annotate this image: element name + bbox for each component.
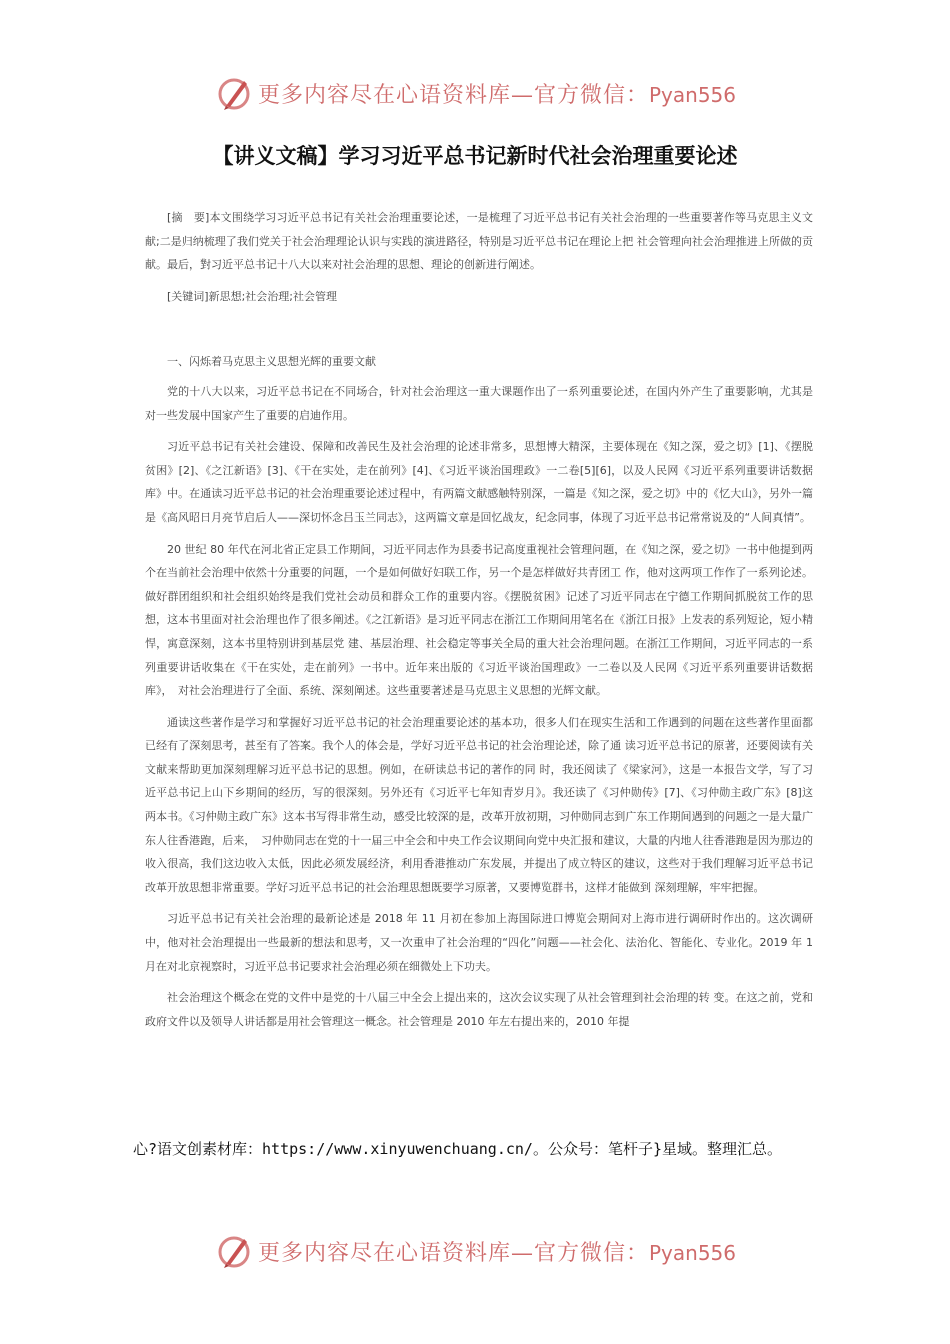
source-footer-note: 心?语文创素材库：https://www.xinyuwenchuang.cn/。公众号：笔杆子}星域。整理汇总。	[133, 1140, 782, 1158]
quill-pen-logo-icon	[214, 73, 254, 113]
document-body	[145, 206, 813, 1041]
body-paragraph: 习近平总书记有关社会治理的最新论述是 2018 年 11 月初在参加上海国际进口博览会期间对上海市进行调研时作出的。这次调研中，他对社会治理提出一些最新的想法和思考，又一次重申了社会治理的“四化”问题——社会化、法治化、智能化、专业化。2019 年 1 月在对北京视察时，习近平总书记要求社会治理必须在细微处上下功夫。	[145, 912, 813, 973]
body-paragraph: 社会治理这个概念在党的文件中是党的十八届三中全会上提出来的，这次会议实现了从社会管理到社会治理的转 变。在这之前，党和政府文件以及领导人讲话都是用社会管理这一概念。社会管理是 2010 年左右提出来的，2010 年提	[145, 991, 813, 1028]
body-paragraph: 党的十八大以来，习近平总书记在不同场合，针对社会治理这一重大课题作出了一系列重要论述，在国内外产生了重要影响，尤其是对一些发展中国家产生了重要的启迪作用。	[145, 384, 813, 422]
body-paragraph: 20 世纪 80 年代在河北省正定县工作期间，习近平同志作为县委书记高度重视社会管理问题，在《知之深，爱之切》一书中他提到两个在当前社会治理中依然十分重要的问题，一个是如何做好妇联工作，另一个是怎样做好共青团工 作，他对这两项工作作了一系列论述。做好群团组织和社会组织始终是我们党社会动员和群众工作的重要内容。《摆脱贫困》记述了习近平同志在宁德工作期间抓脱贫工作的思想，这本书里面对社会治理也作了很多阐述。《之江新语》是习近平同志在浙江工作期间用笔名在《浙江日报》上发表的系列短论，短小精悍，寓意深刻，这本书里特别讲到基层党 建、基层治理、社会稳定等事关全局的重大社会治理问题。在浙江工作期间，习近平同志的一系列重要讲话收集在《干在实处，走在前列》一书中。近年来出版的《习近平谈治国理政》一二卷以及人民网《习近平系列重要讲话数据库》， 对社会治理进行了全面、系统、深刻阐述。这些重要著述是马克思主义思想的光辉文献。	[145, 542, 813, 698]
abstract-paragraph: [摘 要]本文围绕学习习近平总书记有关社会治理重要论述，一是梳理了习近平总书记有关社会治理的一些重要著作等马克思主义文献;二是归纳梳理了我们党关于社会治理理论认识与实践的演进路径，特别是习近平总书记在理论上把 社会管理向社会治理推进上所做的贡献。最后，對习近平总书记十八大以来对社会治理的思想、理论的创新进行阐述。	[145, 211, 813, 272]
watermark-banner-top	[0, 68, 950, 118]
document-title: 【讲义文稿】学习习近平总书记新时代社会治理重要论述	[212, 144, 738, 168]
section-heading: 一、闪烁着马克思主义思想光辉的重要文献	[167, 355, 376, 369]
watermark-text: 更多内容尽在心语资料库—官方微信：Pyan556	[257, 1240, 737, 1266]
watermark-text: 更多内容尽在心语资料库—官方微信：Pyan556	[257, 82, 737, 108]
quill-pen-logo-icon	[214, 1231, 254, 1271]
body-paragraph: 通读这些著作是学习和掌握好习近平总书记的社会治理重要论述的基本功，很多人们在现实生活和工作遇到的问题在这些著作里面都已经有了深刻思考，甚至有了答案。我个人的体会是，学好习近平总书记的社会治理论述，除了通 读习近平总书记的原著，还要阅读有关文献来帮助更加深刻理解习近平总书记的思想。例如，在研读总书记的著作的同 时，我还阅读了《梁家河》，这是一本报告文学，写了习近平总书记上山下乡期间的经历，写的很深刻。另外还有《习近平七年知青岁月》。我还读了《习仲勋传》[7]、《习仲勋主政广东》[8]这两本书。《习仲勋主政广东》这本书写得非常生动，感受比较深的是，改革开放初期，习仲勋同志到广东工作期间遇到的问题之一是大量广东人往香港跑，后来， 习仲勋同志在党的十一届三中全会和中央工作会议期间向党中央汇报和建议，大量的内地人往香港跑是因为那边的收入很高，我们这边收入太低，因此必须发展经济，利用香港推动广东发展，并提出了成立特区的建议，这些对于我们理解习近平总书记改革开放思想非常重要。学好习近平总书记的社会治理思想既要学习原著，又要博览群书，这样才能做到 深刻理解，牢牢把握。	[145, 715, 813, 894]
body-paragraph: 习近平总书记有关社会建设、保障和改善民生及社会治理的论述非常多，思想博大精深，主要体现在《知之深，爱之切》[1]、《摆脱贫困》[2]、《之江新语》[3]、《干在实处，走在前列》[4]、《习近平谈治国理政》一二卷[5][6]，以及人民网《习近平系列重要讲话数据库》中。在通读习近平总书记的社会治理重要论述过程中，有两篇文献感触特别深，一篇是《知之深，爱之切》中的《忆大山》，另外一篇是《高风昭日月亮节启后人——深切怀念吕玉兰同志》，这两篇文章是回忆战友，纪念同事，体现了习近平总书记常常说及的“人间真情”。	[145, 440, 813, 524]
watermark-banner-bottom	[0, 1226, 950, 1276]
keywords-paragraph: [关键词]新思想;社会治理;社会管理	[167, 289, 337, 303]
